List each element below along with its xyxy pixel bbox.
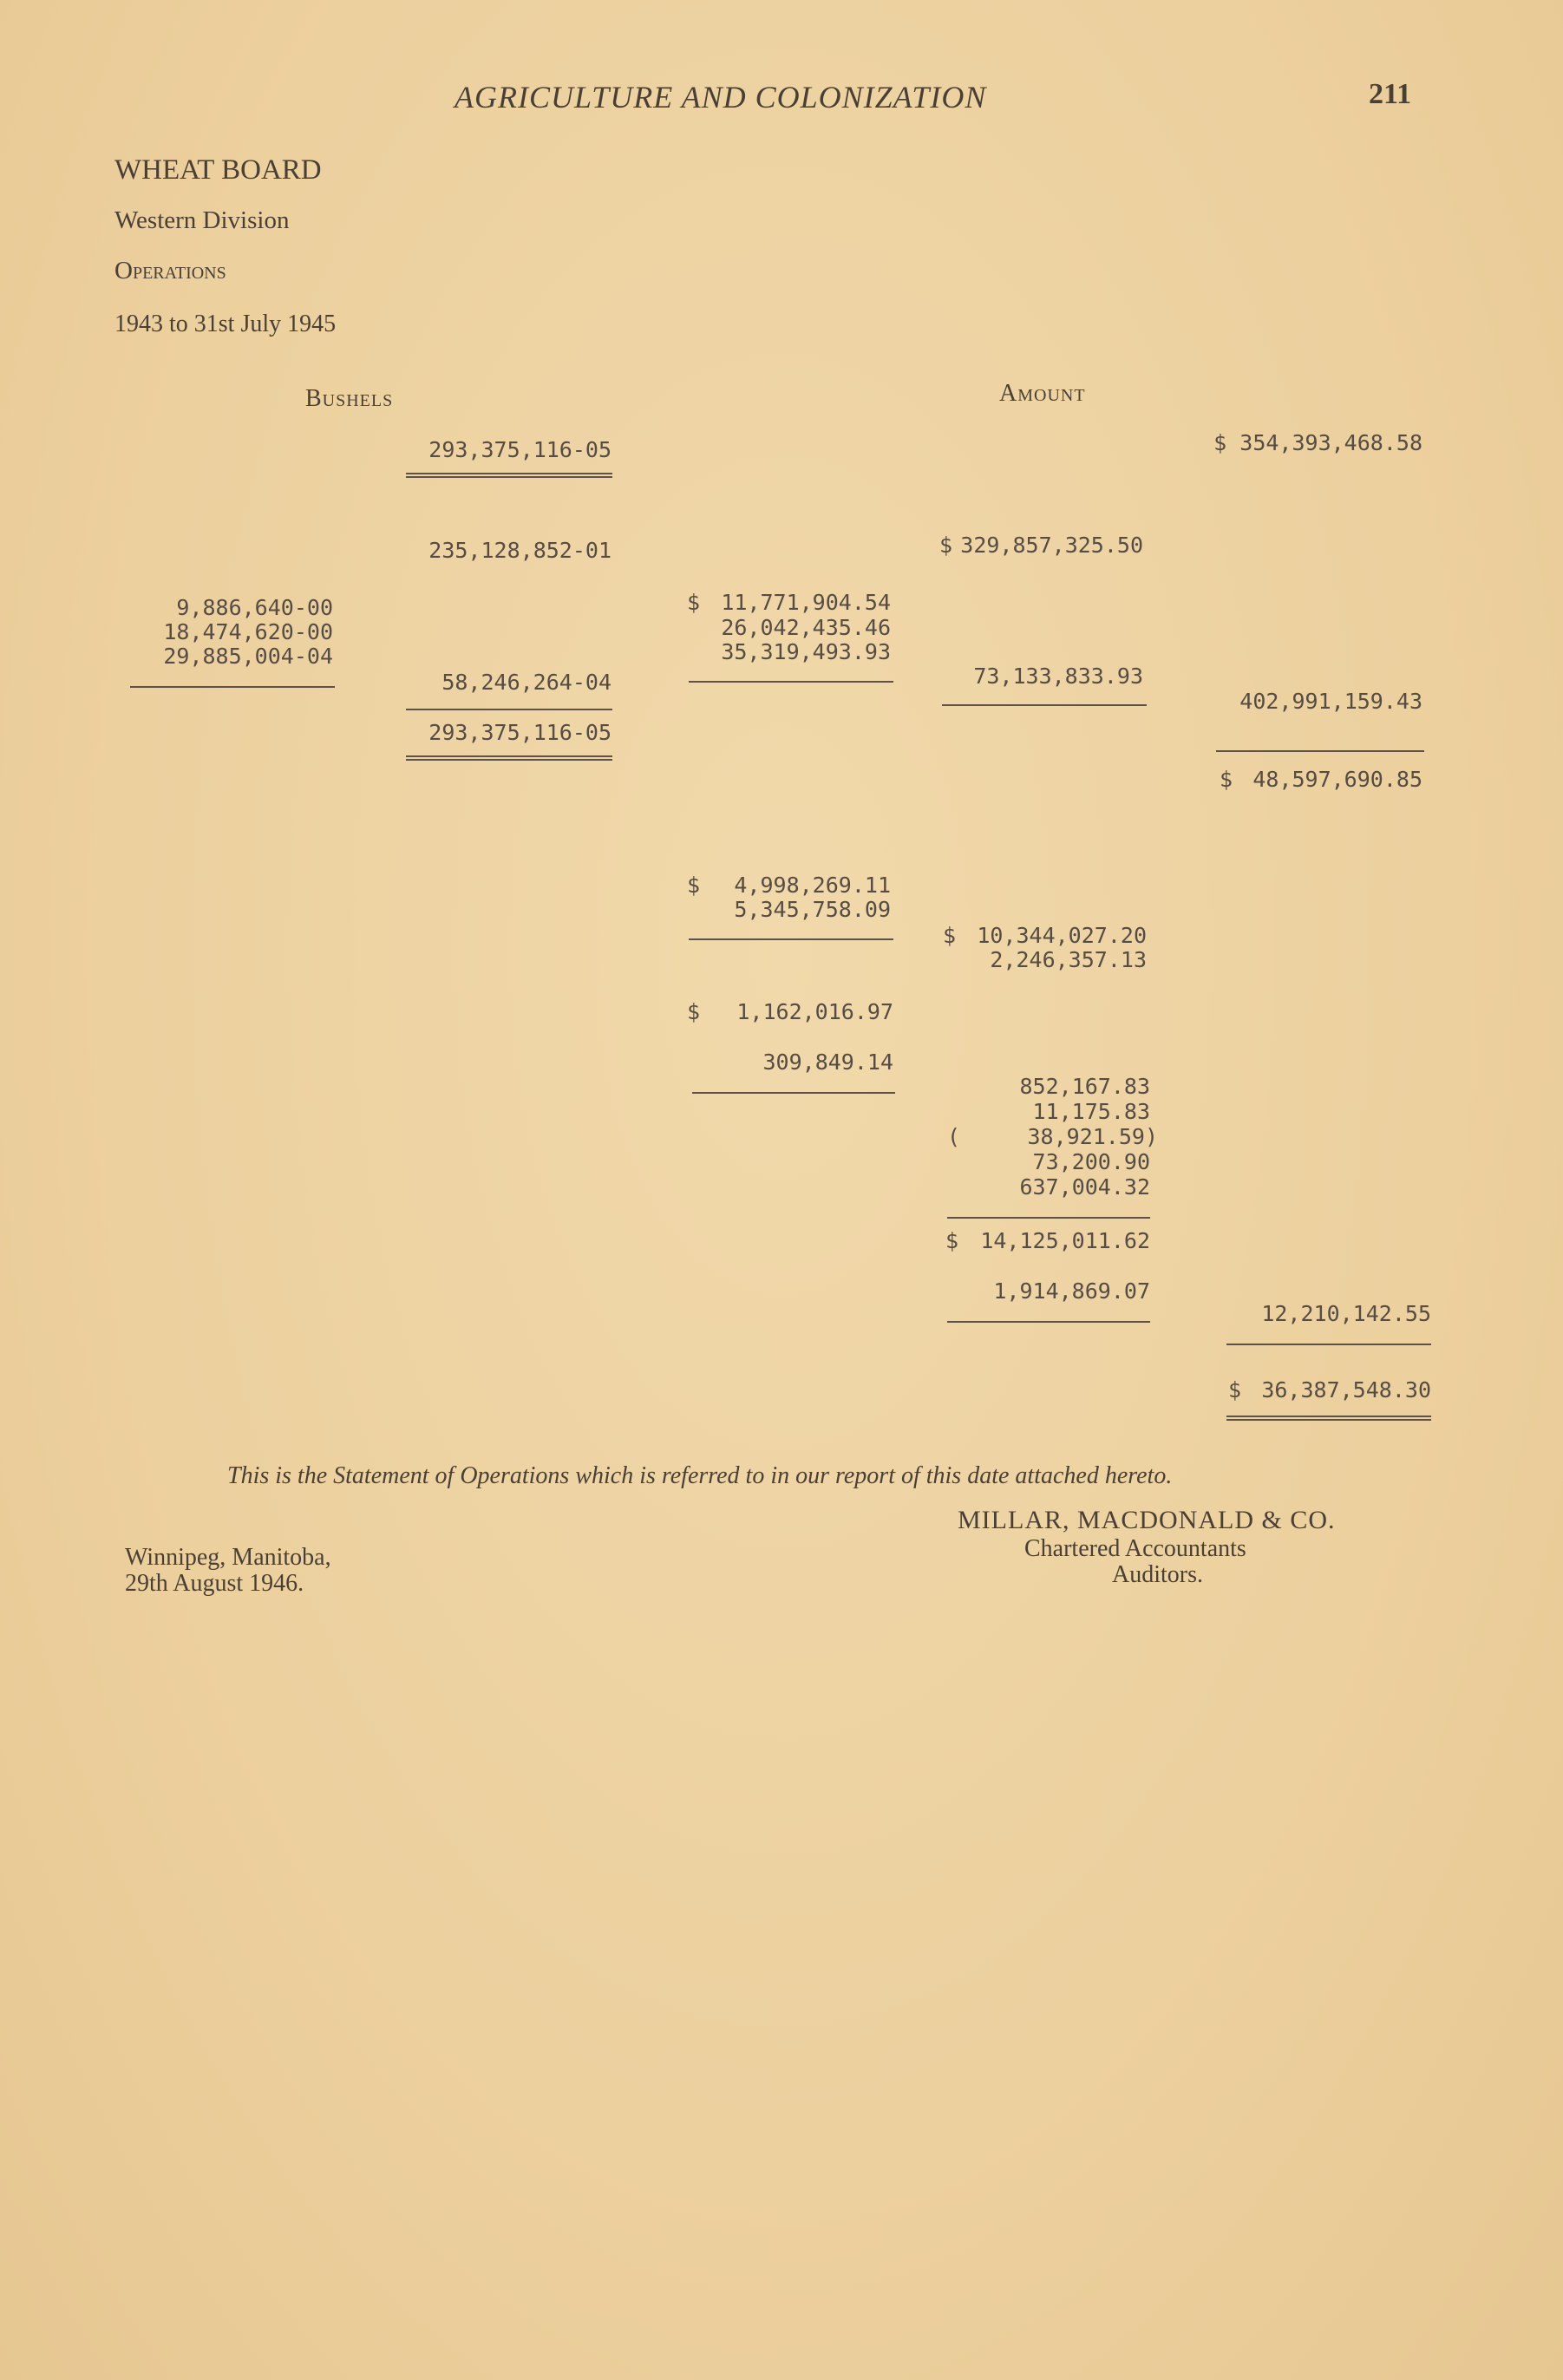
amount-deduct: 1,914,869.07	[993, 1278, 1150, 1304]
amount-item: 26,042,435.46	[721, 615, 891, 640]
amount-sub: 38,921.59)	[1027, 1124, 1158, 1149]
section-heading: Operations	[114, 257, 226, 284]
rule	[406, 709, 612, 710]
signing-place: Winnipeg, Manitoba,	[125, 1544, 331, 1571]
bushels-item: 18,474,620-00	[163, 619, 333, 644]
amount-item: 5,345,758.09	[734, 897, 891, 922]
bushels-item: 29,885,004-04	[163, 644, 333, 669]
amount-net: 12,210,142.55	[1261, 1301, 1431, 1326]
amount-item: 11,771,904.54	[721, 590, 891, 615]
division-heading: Western Division	[114, 206, 290, 234]
amount-total: $ 354,393,468.58	[1213, 430, 1422, 455]
rule	[942, 704, 1147, 706]
signing-date: 29th August 1946.	[125, 1570, 304, 1597]
amount-value: 329,857,325.50	[960, 533, 1143, 558]
amount-sub: 2,246,357.13	[990, 947, 1147, 972]
amount-sub: 11,175.83	[1032, 1099, 1150, 1124]
firm-name: MILLAR, MACDONALD & CO.	[958, 1506, 1336, 1534]
rule	[1226, 1344, 1431, 1345]
rule	[689, 938, 893, 940]
bushels-item: 9,886,640-00	[176, 595, 333, 620]
firm-role: Auditors.	[1112, 1561, 1203, 1588]
amount-sum: 73,133,833.93	[973, 664, 1143, 689]
grand-sum: 402,991,159.43	[1239, 689, 1422, 714]
amount-item: 309,849.14	[762, 1049, 893, 1075]
bushels-sum: 58,246,264-04	[441, 670, 611, 695]
bushels-value: 235,128,852-01	[428, 538, 611, 563]
rule	[947, 1321, 1150, 1323]
bushels-total: 293,375,116-05	[428, 720, 611, 745]
amount-sub: 10,344,027.20	[977, 923, 1147, 948]
amount-item: 1,162,016.97	[736, 999, 893, 1024]
period-heading: 1943 to 31st July 1945	[114, 311, 337, 337]
amount-sub: 73,200.90	[1032, 1149, 1150, 1174]
amount-sub: 852,167.83	[1019, 1074, 1150, 1099]
double-rule	[406, 473, 612, 478]
org-heading: WHEAT BOARD	[114, 154, 322, 186]
rule	[692, 1092, 895, 1094]
footnote: This is the Statement of Operations which is referred to in our report of this date attached hereto.	[227, 1462, 1173, 1489]
bushels-column-heading: Bushels	[305, 385, 394, 412]
final-total: 36,387,548.30	[1261, 1377, 1431, 1402]
firm-title: Chartered Accountants	[1024, 1535, 1246, 1562]
double-rule	[406, 755, 612, 761]
amount-value: 48,597,690.85	[1252, 767, 1422, 792]
double-rule	[1226, 1416, 1431, 1421]
rule	[689, 681, 893, 683]
rule	[1216, 750, 1424, 752]
rule	[947, 1217, 1150, 1219]
amount-item: 35,319,493.93	[721, 639, 891, 664]
amount-column-heading: Amount	[999, 380, 1086, 407]
rule	[130, 686, 335, 688]
amount-sub: 637,004.32	[1019, 1174, 1150, 1200]
amount-total: 14,125,011.62	[980, 1228, 1150, 1253]
running-title: AGRICULTURE AND COLONIZATION	[455, 80, 987, 114]
amount-item: 4,998,269.11	[734, 873, 891, 898]
bushels-total: 293,375,116-05	[428, 437, 611, 462]
page-number: 211	[1369, 78, 1412, 110]
